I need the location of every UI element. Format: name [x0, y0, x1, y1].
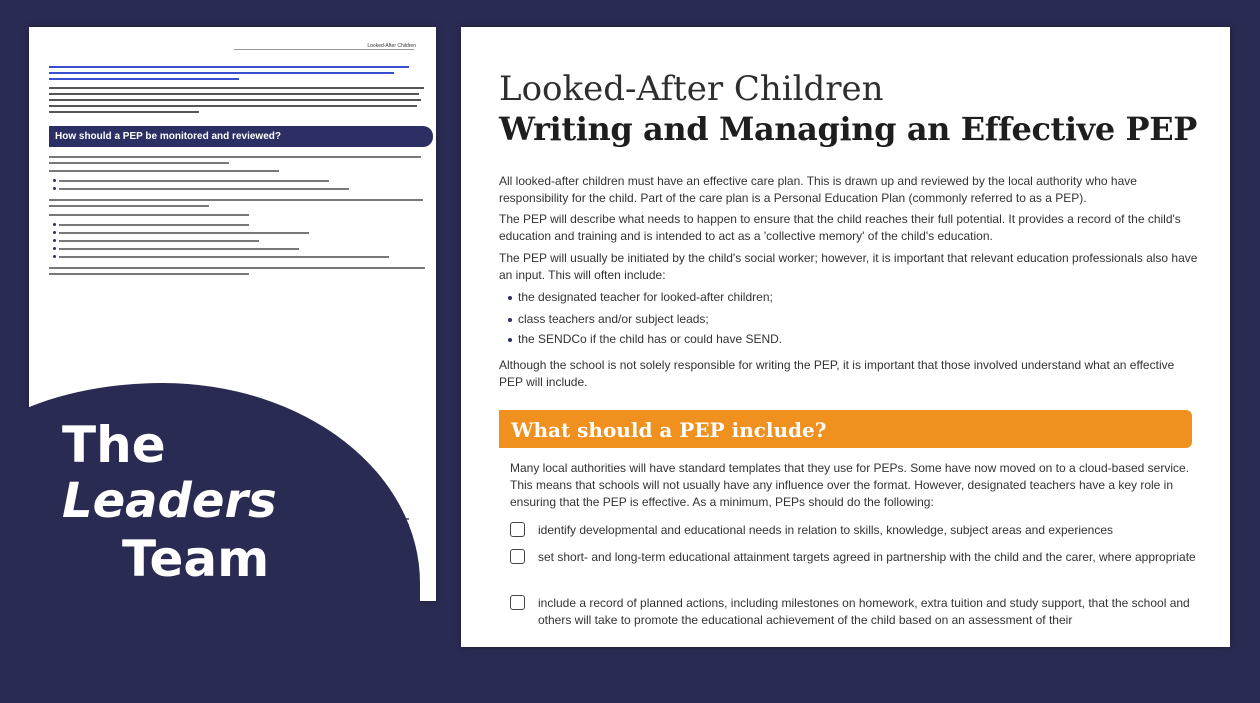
brand-word-team: Team — [122, 530, 270, 588]
text-line — [49, 156, 421, 158]
page-title: Writing and Managing an Effective PEP — [499, 110, 1197, 148]
text-line — [49, 267, 425, 269]
text-line — [49, 66, 409, 68]
text-line — [59, 180, 329, 182]
text-line — [59, 232, 309, 234]
checklist-text: include a record of planned actions, including milestones on homework, extra tuition and study support, that the school and others will take to promote the educational achievement of the child based on an assessment of their — [538, 596, 1190, 627]
header-rule — [234, 49, 414, 50]
section-heading: What should a PEP include? — [511, 418, 827, 442]
text-line — [59, 224, 249, 226]
page-kicker: Looked-After Children — [499, 69, 884, 109]
checkbox[interactable] — [510, 595, 525, 610]
intro-paragraph-1: All looked-after children must have an effective care plan. This is drawn up and reviewed by the local authority who have responsibility for the child. Part of the care plan is a Personal Education Plan (commonly referred to as a PEP). — [499, 174, 1137, 205]
back-page-section-title: How should a PEP be monitored and reviewed? — [55, 131, 281, 142]
back-page-header: Looked-After Children — [367, 43, 416, 49]
bullet — [53, 231, 56, 234]
text-line — [59, 240, 259, 242]
section-paragraph: Many local authorities will have standard templates that they use for PEPs. Some have now moved on to a cloud-based service. This means that schools will not usually have any influence over the format. However, designated teachers have a key role in ensuring that the PEP is effective. As a minimum, PEPs should do the following: — [510, 461, 1190, 509]
bullet-icon — [508, 318, 512, 322]
checkbox[interactable] — [510, 522, 525, 537]
bullet — [53, 187, 56, 190]
bullet — [53, 247, 56, 250]
text-line — [49, 111, 199, 113]
checkbox[interactable] — [510, 549, 525, 564]
list-item: class teachers and/or subject leads; — [508, 311, 709, 328]
section-heading-bar — [499, 410, 1192, 448]
checklist-text: set short- and long-term educational attainment targets agreed in partnership with the child and the carer, where appropriate — [538, 550, 1196, 564]
bullet — [53, 239, 56, 242]
text-line — [49, 199, 423, 201]
text-line — [49, 214, 249, 216]
text-line — [59, 248, 299, 250]
intro-paragraph-2: The PEP will describe what needs to happen to ensure that the child reaches their full potential. It provides a record of the child's education and training and is intended to act as a 'collective memory' of the child's education. — [499, 212, 1181, 243]
text-line — [59, 188, 349, 190]
text-line — [49, 78, 239, 80]
main-page — [461, 27, 1230, 647]
brand-word-the: The — [62, 416, 166, 474]
list-item: the designated teacher for looked-after children; — [508, 289, 773, 306]
text-line — [49, 87, 424, 89]
text-line — [49, 105, 417, 107]
text-line — [49, 162, 229, 164]
brand-word-leaders: Leaders — [62, 473, 277, 529]
bullet-icon — [508, 338, 512, 342]
checklist-text: identify developmental and educational needs in relation to skills, knowledge, subject areas and experiences — [538, 523, 1114, 537]
text-line — [49, 93, 419, 95]
text-line — [49, 72, 394, 74]
text-line — [49, 170, 279, 172]
back-page-section-bar — [49, 126, 433, 147]
bullet — [53, 255, 56, 258]
text-line — [49, 205, 209, 207]
list-item: the SENDCo if the child has or could have SEND. — [508, 331, 782, 348]
bullet — [53, 223, 56, 226]
text-line — [49, 273, 249, 275]
bullet-icon — [508, 296, 512, 300]
closing-paragraph: Although the school is not solely responsible for writing the PEP, it is important that those involved understand what an effective PEP will include. — [499, 358, 1175, 389]
bullet — [53, 179, 56, 182]
text-line — [59, 256, 389, 258]
text-line — [49, 99, 421, 101]
intro-paragraph-3: The PEP will usually be initiated by the child's social worker; however, it is important that relevant education professionals also have an input. This will often include: — [499, 251, 1198, 282]
